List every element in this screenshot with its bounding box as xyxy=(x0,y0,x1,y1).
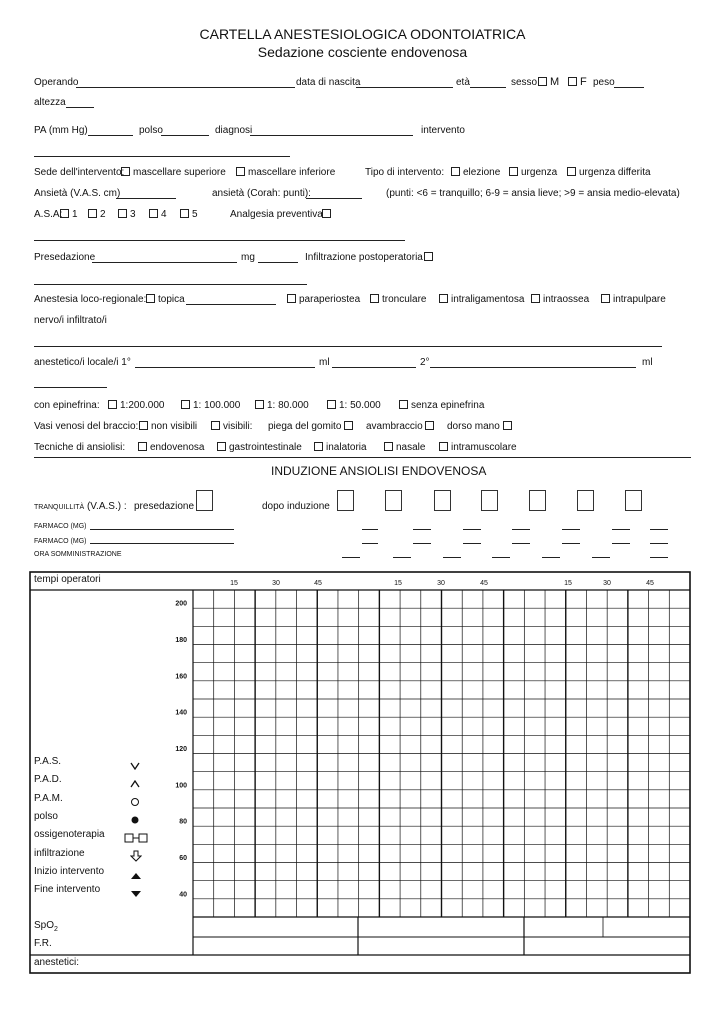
checkbox-icon xyxy=(108,400,117,409)
asa-2-checkbox[interactable] xyxy=(88,209,106,221)
checkbox-icon xyxy=(451,167,460,176)
farmaco2-dose-field[interactable] xyxy=(512,543,530,544)
ora-field[interactable] xyxy=(492,557,510,558)
infiltrazione-checkbox[interactable] xyxy=(424,252,436,264)
loco-intrapulpare-label: intrapulpare xyxy=(613,294,666,305)
epinefrina-senza-checkbox[interactable] xyxy=(399,400,484,412)
form-title: CARTELLA ANESTESIOLOGICA ODONTOIATRICA xyxy=(199,26,526,42)
vasi-gomito-label: piega del gomito xyxy=(268,421,342,432)
data-nascita-field[interactable] xyxy=(356,87,453,88)
legend-label: P.A.M. xyxy=(34,792,63,804)
vasi-non-visibili-label: non visibili xyxy=(151,421,198,432)
minute-label: 45 xyxy=(480,580,488,587)
vas-presedazione-box[interactable] xyxy=(196,490,213,511)
tecniche-gastro-checkbox[interactable] xyxy=(217,442,302,454)
caret-icon xyxy=(130,775,140,793)
ansia-vas-field[interactable] xyxy=(116,198,176,199)
legend-label: Inizio intervento xyxy=(34,865,105,877)
sesso-m-label: M xyxy=(550,76,560,88)
tranquillita-small-label: TRANQUILLITÀ xyxy=(34,504,85,511)
tranquillita-vas-label: (V.A.S.) : xyxy=(86,501,127,512)
infiltrazione-label: Infiltrazione postoperatoria xyxy=(305,252,423,263)
tecniche-intramuscolare-label: intramuscolare xyxy=(451,442,517,453)
farmaco1-dose-field[interactable] xyxy=(463,529,481,530)
form-subtitle: Sedazione cosciente endovenosa xyxy=(257,44,468,60)
minute-label: 45 xyxy=(314,580,322,587)
minute-label: 30 xyxy=(437,580,445,587)
epinefrina-senza-label: senza epinefrina xyxy=(411,400,485,411)
vasi-gomito-checkbox[interactable] xyxy=(268,421,356,433)
y-axis-label: 160 xyxy=(175,673,187,681)
section-divider xyxy=(34,457,691,458)
tipo-elezione-label: elezione xyxy=(463,167,501,178)
pa-field[interactable] xyxy=(88,135,133,136)
eta-field[interactable] xyxy=(470,87,506,88)
diagnosi-field[interactable] xyxy=(250,135,413,136)
ora-field[interactable] xyxy=(650,557,668,558)
vas-box[interactable] xyxy=(434,490,451,511)
y-axis-label: 120 xyxy=(175,746,187,754)
presedazione-note-field[interactable] xyxy=(34,284,307,285)
spo2-text: SpO xyxy=(34,920,55,931)
farmaco2-dose-field[interactable] xyxy=(612,543,630,544)
asa-4-label: 4 xyxy=(161,209,167,220)
checkbox-icon xyxy=(314,442,323,451)
farmaco2-label: FARMACO (MG) xyxy=(34,538,87,545)
vasi-label: Vasi venosi del braccio: xyxy=(34,421,139,432)
legend-label: Fine intervento xyxy=(34,884,101,896)
fr-label: F.R. xyxy=(34,938,52,949)
checkbox-icon xyxy=(531,294,540,303)
anestetico-ml2-label: ml xyxy=(642,357,653,368)
sesso-f-label: F xyxy=(580,76,587,88)
epinefrina-50000-label: 1: 50.000 xyxy=(339,400,381,411)
circle-icon xyxy=(130,794,140,812)
tipo-differita-label: urgenza differita xyxy=(579,167,651,178)
vasi-dorso-label: dorso mano xyxy=(447,421,500,432)
analgesia-checkbox[interactable] xyxy=(322,209,334,221)
sesso-m-checkbox[interactable] xyxy=(538,76,559,88)
ora-field[interactable] xyxy=(592,557,610,558)
farmaco1-dose-field[interactable] xyxy=(362,529,378,530)
epinefrina-200000-label: 1:200.000 xyxy=(120,400,165,411)
farmaco1-dose-field[interactable] xyxy=(650,529,668,530)
vasi-non-visibili-checkbox[interactable] xyxy=(139,421,197,433)
presedazione-mg-field[interactable] xyxy=(258,262,298,263)
peso-label: peso xyxy=(593,77,615,88)
farmaco2-dose-field[interactable] xyxy=(650,543,668,544)
loco-intrapulpare-checkbox[interactable] xyxy=(601,294,666,306)
analgesia-label: Analgesia preventiva xyxy=(230,209,323,220)
tipo-urgenza-checkbox[interactable] xyxy=(509,167,557,179)
checkbox-icon xyxy=(236,167,245,176)
legend-label: P.A.D. xyxy=(34,774,62,786)
farmaco2-dose-field[interactable] xyxy=(413,543,431,544)
epinefrina-100000-label: 1: 100.000 xyxy=(193,400,241,411)
checkbox-icon xyxy=(538,77,547,86)
down-triangle-icon xyxy=(130,885,142,903)
ora-label: ORA SOMMINISTRAZIONE xyxy=(34,551,122,558)
polso-field[interactable] xyxy=(161,135,209,136)
checkbox-icon xyxy=(217,442,226,451)
legend-label: P.A.S. xyxy=(34,756,62,767)
vasi-avambraccio-label: avambraccio xyxy=(366,421,423,432)
anestetico-2-label: 2° xyxy=(420,357,430,368)
sede-superiore-checkbox[interactable] xyxy=(121,167,226,179)
checkbox-icon xyxy=(146,294,155,303)
tipo-differita-checkbox[interactable] xyxy=(567,167,651,179)
checkbox-icon xyxy=(601,294,610,303)
epinefrina-200000-checkbox[interactable] xyxy=(108,400,165,412)
farmaco1-dose-field[interactable] xyxy=(612,529,630,530)
loco-tronculare-checkbox[interactable] xyxy=(370,294,426,306)
checkbox-icon xyxy=(60,209,69,218)
spo2-subscript: 2 xyxy=(54,926,58,933)
intervento-label: intervento xyxy=(421,125,465,136)
asa-5-label: 5 xyxy=(192,209,198,220)
epinefrina-80000-checkbox[interactable] xyxy=(255,400,309,412)
asa-3-label: 3 xyxy=(130,209,136,220)
loco-intraligamentosa-checkbox[interactable] xyxy=(439,294,524,306)
checkbox-icon xyxy=(180,209,189,218)
checkbox-icon xyxy=(424,252,433,261)
checkbox-icon xyxy=(88,209,97,218)
tecniche-endovenosa-checkbox[interactable] xyxy=(138,442,205,454)
minute-label: 15 xyxy=(564,580,572,587)
vas-box[interactable] xyxy=(337,490,354,511)
loco-paraperiostea-checkbox[interactable] xyxy=(287,294,360,306)
dopo-induzione-label: dopo induzione xyxy=(262,501,330,512)
pa-label: PA (mm Hg) xyxy=(34,125,88,136)
asa-3-checkbox[interactable] xyxy=(118,209,136,221)
vasi-visibili-label: visibili: xyxy=(223,421,253,432)
legend-label: infiltrazione xyxy=(34,847,85,859)
checkbox-icon xyxy=(322,209,331,218)
asa-4-checkbox[interactable] xyxy=(149,209,167,221)
loco-topica-label: topica xyxy=(158,294,185,305)
eta-label: età xyxy=(456,77,470,88)
vas-box[interactable] xyxy=(481,490,498,511)
checkbox-icon xyxy=(370,294,379,303)
loco-topica-checkbox[interactable] xyxy=(146,294,185,306)
farmaco2-dose-field[interactable] xyxy=(362,543,378,544)
diagnosi-label: diagnosi xyxy=(215,125,253,136)
anestetico-ml1-label: ml xyxy=(319,357,330,368)
tecniche-inalatoria-label: inalatoria xyxy=(326,442,367,453)
epinefrina-label: con epinefrina: xyxy=(34,400,100,411)
checkbox-icon xyxy=(425,421,434,430)
checkbox-icon xyxy=(344,421,353,430)
vas-box[interactable] xyxy=(529,490,546,511)
minute-label: 15 xyxy=(230,580,238,587)
loco-label: Anestesia loco-regionale: xyxy=(34,294,147,305)
farmaco2-dose-field[interactable] xyxy=(463,543,481,544)
epinefrina-80000-label: 1: 80.000 xyxy=(267,400,309,411)
anestetico-ml1-field[interactable] xyxy=(332,367,416,368)
anestetici-label: anestetici: xyxy=(34,957,80,968)
intervento-field[interactable] xyxy=(34,156,290,157)
loco-intraossea-checkbox[interactable] xyxy=(531,294,589,306)
checkbox-icon xyxy=(211,421,220,430)
ora-field[interactable] xyxy=(542,557,560,558)
ansia-corah-field[interactable] xyxy=(306,198,362,199)
sede-label: Sede dell'intervento: xyxy=(34,167,125,178)
tecniche-nasale-checkbox[interactable] xyxy=(384,442,425,454)
tipo-urgenza-label: urgenza xyxy=(521,167,558,178)
ora-field[interactable] xyxy=(393,557,411,558)
anestetico-2-field[interactable] xyxy=(430,367,636,368)
tecniche-gastro-label: gastrointestinale xyxy=(229,442,302,453)
tecniche-intramuscolare-checkbox[interactable] xyxy=(439,442,517,454)
vas-box[interactable] xyxy=(625,490,642,511)
analgesia-field[interactable] xyxy=(34,240,405,241)
asa-5-checkbox[interactable] xyxy=(180,209,198,221)
farmaco1-dose-field[interactable] xyxy=(413,529,431,530)
ora-field[interactable] xyxy=(443,557,461,558)
vasi-dorso-checkbox[interactable] xyxy=(447,421,515,433)
tipo-label: Tipo di intervento: xyxy=(365,167,445,178)
farmaco1-dose-field[interactable] xyxy=(562,529,580,530)
altezza-label: altezza xyxy=(34,97,66,108)
epinefrina-50000-checkbox[interactable] xyxy=(327,400,381,412)
y-axis-label: 60 xyxy=(179,855,187,863)
checkbox-icon xyxy=(399,400,408,409)
farmaco2-dose-field[interactable] xyxy=(562,543,580,544)
anestetico-1-field[interactable] xyxy=(135,367,315,368)
farmaco1-field[interactable] xyxy=(90,529,234,530)
loco-intraossea-label: intraossea xyxy=(543,294,590,305)
minute-label: 30 xyxy=(603,580,611,587)
anestetico-label: anestetico/i locale/i 1° xyxy=(34,357,131,368)
presedazione-vas-label: presedazione xyxy=(134,501,195,512)
chart-frame xyxy=(30,572,690,973)
sede-inferiore-label: mascellare inferiore xyxy=(248,167,336,178)
loco-paraperiostea-label: paraperiostea xyxy=(299,294,361,305)
checkbox-icon xyxy=(327,400,336,409)
farmaco1-label: FARMACO (MG) xyxy=(34,523,87,530)
vas-box[interactable] xyxy=(577,490,594,511)
up-triangle-icon xyxy=(130,867,142,885)
sede-inferiore-checkbox[interactable] xyxy=(236,167,335,179)
operando-field[interactable] xyxy=(76,87,295,88)
tecniche-endovenosa-label: endovenosa xyxy=(150,442,205,453)
asa-1-label: 1 xyxy=(72,209,78,220)
presedazione-mg-label: mg xyxy=(241,252,255,263)
ora-field[interactable] xyxy=(342,557,360,558)
vas-box[interactable] xyxy=(385,490,402,511)
checkbox-icon xyxy=(439,294,448,303)
polso-label: polso xyxy=(139,125,163,136)
loco-tronculare-label: tronculare xyxy=(382,294,427,305)
altezza-field[interactable] xyxy=(66,107,94,108)
asa-label: A.S.A: xyxy=(34,209,63,220)
checkbox-icon xyxy=(287,294,296,303)
checkbox-icon xyxy=(138,442,147,451)
y-axis-label: 180 xyxy=(175,637,187,645)
checkbox-icon xyxy=(139,421,148,430)
sesso-label: sesso xyxy=(511,77,538,88)
v-icon xyxy=(130,757,140,775)
tecniche-label: Tecniche di ansiolisi: xyxy=(34,442,126,453)
y-axis-label: 100 xyxy=(175,782,187,790)
minute-label: 45 xyxy=(646,580,654,587)
checkbox-icon xyxy=(118,209,127,218)
ansia-corah-label: ansietà (Corah: punti): xyxy=(212,188,311,199)
loco-topica-field[interactable] xyxy=(186,304,276,305)
oxygen-icon xyxy=(124,830,148,848)
tecniche-nasale-label: nasale xyxy=(396,442,426,453)
minute-label: 30 xyxy=(272,580,280,587)
presedazione-field[interactable] xyxy=(92,262,237,263)
sesso-f-checkbox[interactable] xyxy=(568,76,587,88)
asa-1-checkbox[interactable] xyxy=(60,209,78,221)
checkbox-icon xyxy=(255,400,264,409)
nervo-label: nervo/i infiltrato/i xyxy=(34,315,107,326)
legend-label: polso xyxy=(34,810,58,822)
checkbox-icon xyxy=(439,442,448,451)
asa-2-label: 2 xyxy=(100,209,106,220)
y-axis-label: 140 xyxy=(175,709,187,717)
spo2-label xyxy=(34,920,58,936)
peso-field[interactable] xyxy=(614,87,644,88)
farmaco1-dose-field[interactable] xyxy=(512,529,530,530)
vasi-avambraccio-checkbox[interactable] xyxy=(366,421,437,433)
checkbox-icon xyxy=(384,442,393,451)
data-nascita-label: data di nascita xyxy=(296,77,361,88)
y-axis-label: 40 xyxy=(179,891,187,899)
checkbox-icon xyxy=(503,421,512,430)
presedazione-label: Presedazione xyxy=(34,252,96,263)
dot-icon xyxy=(130,812,140,830)
checkbox-icon xyxy=(149,209,158,218)
epinefrina-100000-checkbox[interactable] xyxy=(181,400,240,412)
down-arrow-icon xyxy=(130,849,142,867)
tranquillita-label xyxy=(34,501,127,514)
y-axis-label: 200 xyxy=(175,600,187,608)
ansia-vas-label: Ansietà (V.A.S. cm) xyxy=(34,188,121,199)
checkbox-icon xyxy=(509,167,518,176)
y-axis-label: 80 xyxy=(179,818,187,826)
farmaco2-field[interactable] xyxy=(90,543,234,544)
checkbox-icon xyxy=(121,167,130,176)
operando-label: Operando xyxy=(34,77,79,88)
legend-label: ossigenoterapia xyxy=(34,829,105,841)
tecniche-inalatoria-checkbox[interactable] xyxy=(314,442,367,454)
checkbox-icon xyxy=(568,77,577,86)
induzione-heading: INDUZIONE ANSIOLISI ENDOVENOSA xyxy=(271,464,487,478)
vasi-visibili-checkbox[interactable] xyxy=(211,421,252,433)
sede-superiore-label: mascellare superiore xyxy=(133,167,226,178)
nervo-field[interactable] xyxy=(34,346,662,347)
checkbox-icon xyxy=(567,167,576,176)
checkbox-icon xyxy=(181,400,190,409)
ansia-note: (punti: <6 = tranquillo; 6-9 = ansia lieve; >9 = ansia medio-elevata) xyxy=(386,188,680,199)
tempi-label: tempi operatori xyxy=(34,574,101,585)
tipo-elezione-checkbox[interactable] xyxy=(451,167,500,179)
anestetico-note-field[interactable] xyxy=(34,387,107,388)
loco-intraligamentosa-label: intraligamentosa xyxy=(451,294,525,305)
minute-label: 15 xyxy=(394,580,402,587)
